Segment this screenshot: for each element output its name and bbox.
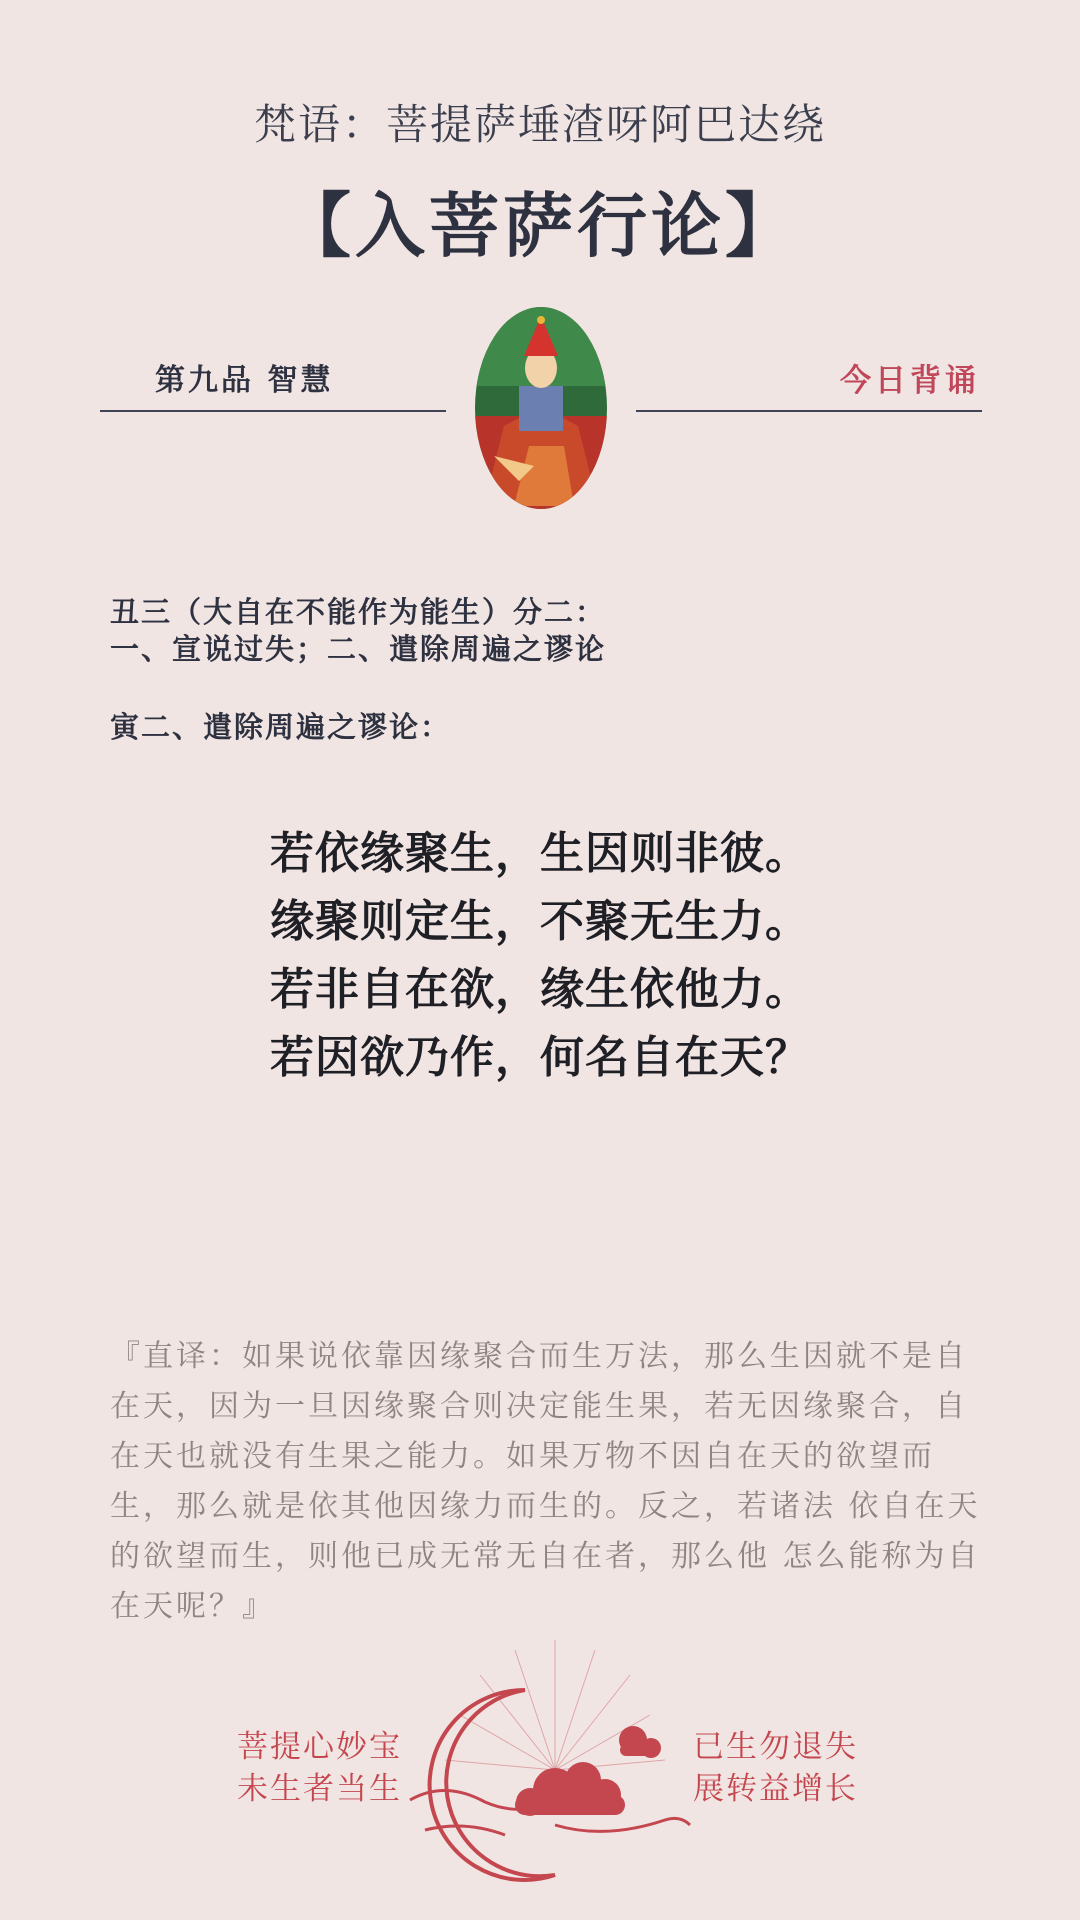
translation-line: 在天也就没有生果之能力。如果万物不因自在天的欲望而 (110, 1439, 935, 1474)
page-subtitle: 梵语：菩提萨埵渣呀阿巴达绕 (253, 100, 826, 149)
verse-line: 若因欲乃作，何名自在天？ (270, 1032, 810, 1083)
today-recitation-label: 今日背诵 (840, 363, 980, 399)
verse-line: 缘聚则定生，不聚无生力。 (270, 896, 810, 947)
divider-right (636, 410, 982, 412)
footer-verse-left (237, 1726, 402, 1810)
verse-line: 若依缘聚生，生因则非彼。 (270, 828, 810, 879)
translation-block (110, 1332, 982, 1632)
translation-line: 在天，因为一旦因缘聚合则决定能生果，若无因缘聚合，自 (110, 1389, 968, 1424)
footer-left-line: 菩提心妙宝 (237, 1729, 402, 1765)
footer-verse-right (693, 1726, 858, 1810)
translation-line: 生，那么就是依其他因缘力而生的。反之，若诸法 依自在天 (110, 1489, 981, 1524)
outline-line-3: 寅二、遣除周遍之谬论： (110, 710, 452, 744)
moon-cloud-emblem (405, 1630, 695, 1920)
translation-line: 『直译：如果说依靠因缘聚合而生万法，那么生因就不是自 (110, 1339, 968, 1374)
footer-left-line: 未生者当生 (237, 1771, 402, 1807)
page-title: 【入菩萨行论】 (281, 184, 799, 267)
verse-block (0, 820, 1080, 1092)
footer-right-line: 已生勿退失 (693, 1729, 858, 1765)
outline-line-1: 丑三（大自在不能作为能生）分二： (110, 595, 607, 629)
outline-line-2: 一、宣说过失；二、遣除周遍之谬论 (110, 632, 607, 666)
translation-line: 的欲望而生，则他已成无常无自在者，那么他 怎么能称为自 (110, 1539, 981, 1574)
divider-left (100, 410, 446, 412)
translation-line: 在天呢？』 (110, 1589, 275, 1624)
verse-line: 若非自在欲，缘生依他力。 (270, 964, 810, 1015)
footer-right-line: 展转益增长 (693, 1771, 858, 1807)
chapter-label: 第九品 智慧 (155, 363, 334, 398)
deity-portrait (474, 306, 608, 510)
